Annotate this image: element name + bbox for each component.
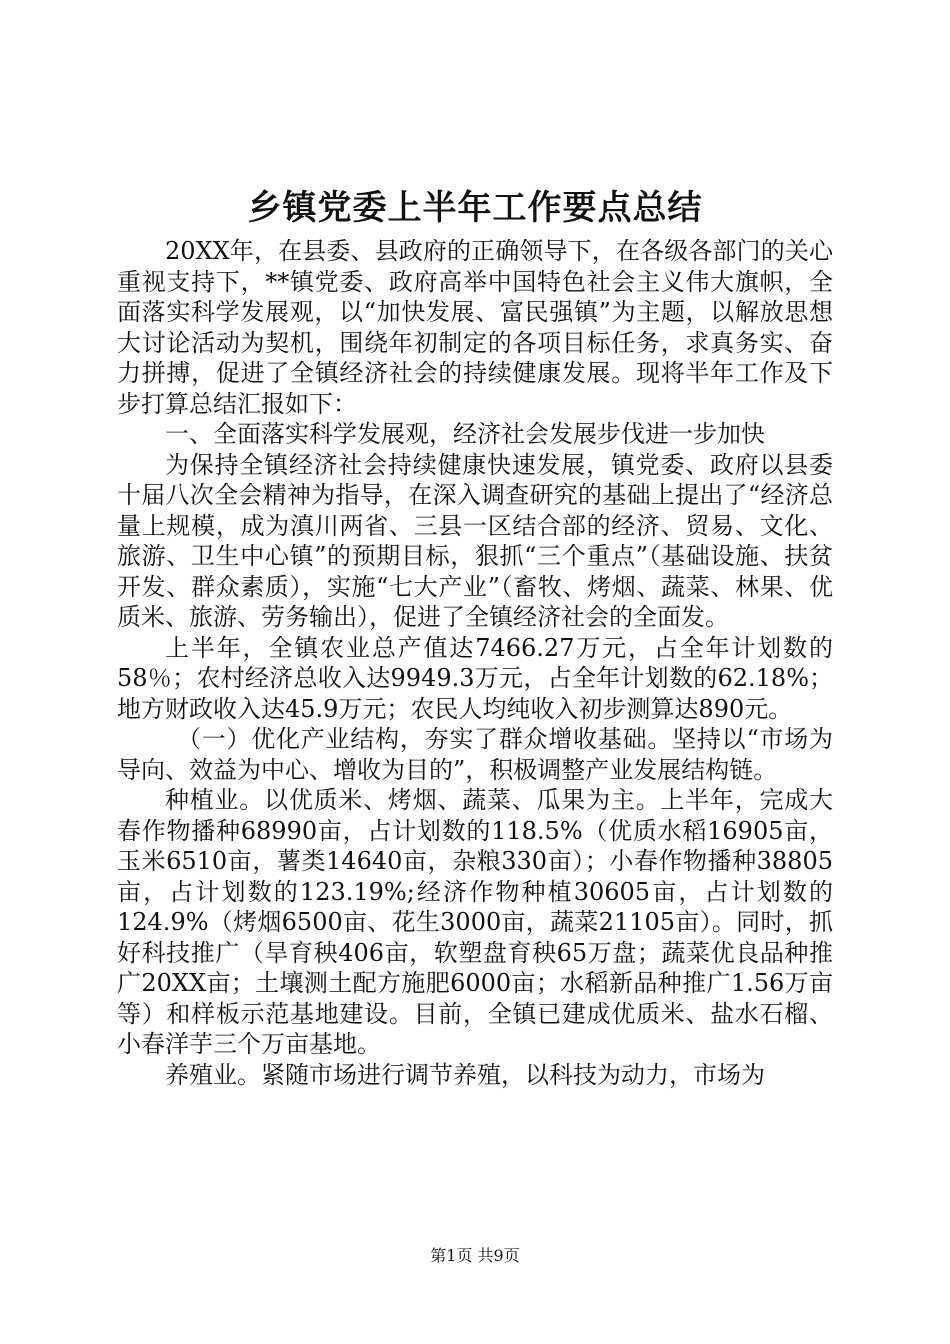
paragraph-planting: 种植业。以优质米、烤烟、蔬菜、瓜果为主。上半年，完成大春作物播种68990亩，占计划数的118.5%（优质水稻16905亩，玉米6510亩，薯类14640亩，杂粮330亩）；小春作物播种38805亩，占计划数的123.19%;经济作物种植30605亩，占计划数的124.9%（烤烟6500亩、花生3000亩，蔬菜21105亩）。同时，抓好科技推广（旱育秧406亩，软塑盘育秧65万盘；蔬菜优良品种推广20XX亩；土壤测土配方施肥6000亩；水稻新品种推广1.56万亩等）和样板示范基地建设。目前，全镇已建成优质米、盐水石榴、小春洋芋三个万亩基地。: [117, 786, 833, 1058]
document-body: [117, 236, 833, 1090]
section-heading-1: 一、全面落实科学发展观，经济社会发展步伐进一步加快: [165, 420, 765, 448]
paragraph-breeding: 养殖业。紧随市场进行调节养殖，以科技为动力，市场为: [165, 1060, 765, 1089]
paragraph-intro: 20XX年，在县委、县政府的正确领导下，在各级各部门的关心重视支持下，**镇党委、政府高举中国特色社会主义伟大旗帜，全面落实科学发展观，以“加快发展、富民强镇”为主题，以解放思想大讨论活动为契机，围绕年初制定的各项目标任务，求真务实、奋力拼搏，促进了全镇经济社会的持续健康发展。现将半年工作及下步打算总结汇报如下：: [117, 237, 833, 418]
paragraph-development: 为保持全镇经济社会持续健康快速发展，镇党委、政府以县委十届八次全会精神为指导，在深入调查研究的基础上提出了“经济总量上规模，成为滇川两省、三县一区结合部的经济、贸易、文化、旅游、卫生中心镇”的预期目标，狠抓“三个重点”（基础设施、扶贫开发、群众素质），实施“七大产业”（畜牧、烤烟、蔬菜、林果、优质米、旅游、劳务输出），促进了全镇经济社会的全面发。: [117, 450, 833, 631]
paragraph-statistics: 上半年，全镇农业总产值达7466.27万元，占全年计划数的58％；农村经济总收入达9949.3万元，占全年计划数的62.18%；地方财政收入达45.9万元；农民人均纯收入初步测算达890元。: [117, 633, 833, 723]
sub-heading-1: （一）优化产业结构，夯实了群众增收基础。坚持以“市场为导向、效益为中心、增收为目的”，积极调整产业发展结构链。: [117, 725, 833, 784]
document-title: 乡镇党委上半年工作要点总结: [247, 188, 703, 228]
page-number-footer: 第1页 共9页: [430, 1246, 520, 1265]
